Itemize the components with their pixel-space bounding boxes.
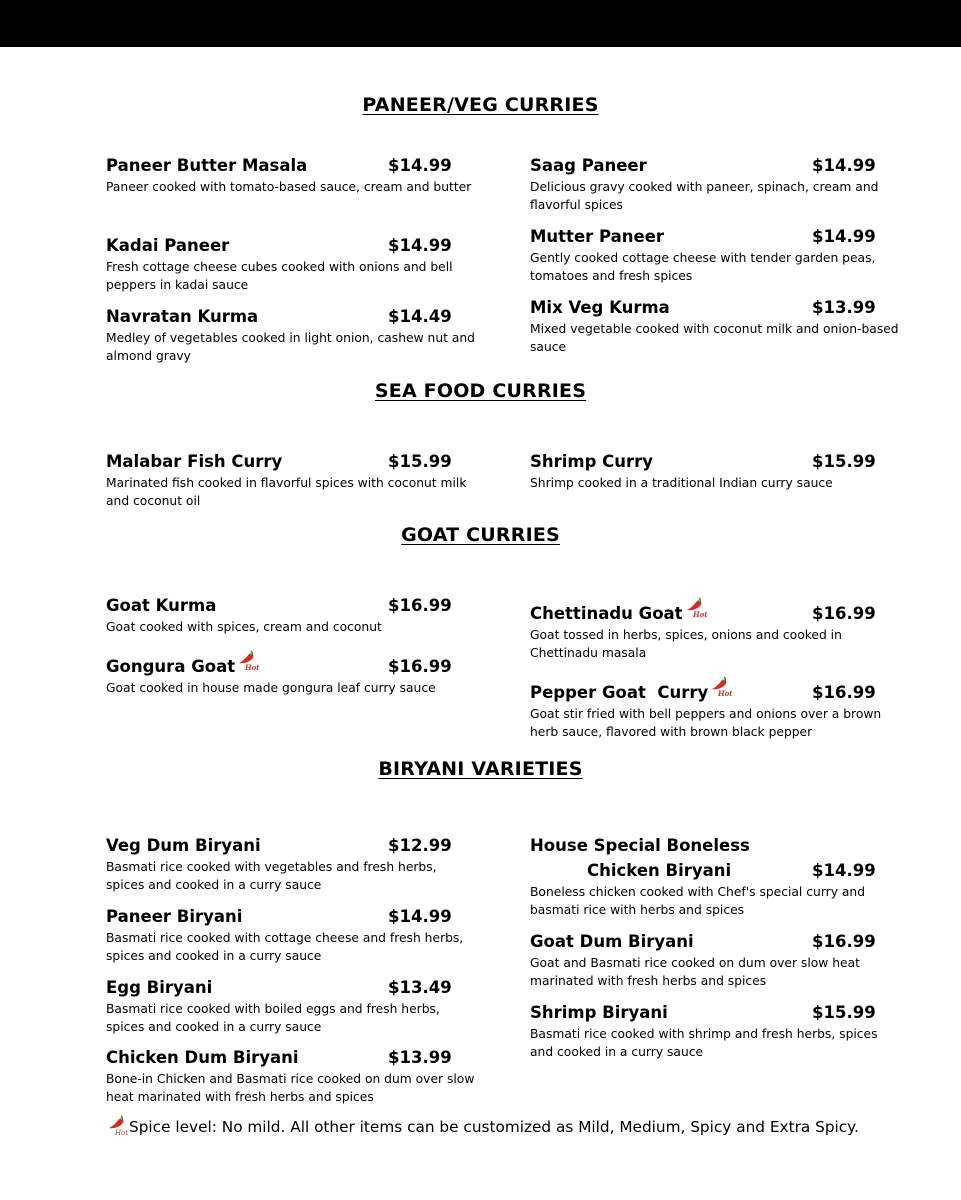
top-black-bar (0, 0, 961, 47)
item-price: $14.99 (812, 156, 876, 175)
menu-item (106, 452, 476, 510)
item-name: Paneer Biryani (106, 907, 243, 926)
spice-level-note (106, 1118, 906, 1136)
svg-text:Hot: Hot (692, 610, 708, 619)
hot-chili-icon (709, 675, 731, 697)
item-price: $14.99 (388, 907, 452, 926)
item-price: $14.99 (812, 227, 876, 246)
item-price: $13.49 (388, 978, 452, 997)
item-price: $16.99 (388, 657, 452, 676)
menu-item (530, 604, 900, 662)
item-name-with-hot (106, 657, 258, 676)
menu-item (106, 596, 476, 636)
item-name-with-hot (530, 683, 731, 702)
menu-item (106, 156, 476, 196)
item-price: $14.99 (388, 156, 452, 175)
item-name: Mix Veg Kurma (530, 298, 670, 317)
item-name: Saag Paneer (530, 156, 647, 175)
item-name: Egg Biryani (106, 978, 213, 997)
item-name: Shrimp Biryani (530, 1003, 668, 1022)
menu-item (530, 298, 900, 356)
item-name: Navratan Kurma (106, 307, 259, 326)
menu-item (106, 978, 476, 1036)
section-title-seafood-curries: SEA FOOD CURRIES (374, 380, 587, 402)
item-name-line1: House Special Boneless (530, 836, 750, 855)
item-description: Basmati rice cooked with boiled eggs and fresh herbs, spices and cooked in a curry sauce (106, 1002, 440, 1034)
item-name-with-hot (530, 604, 706, 623)
item-name: Chicken Dum Biryani (106, 1048, 299, 1067)
section-title-goat-curries: GOAT CURRIES (401, 524, 560, 546)
item-name: Goat Kurma (106, 596, 217, 615)
menu-item (530, 932, 900, 990)
item-description: Goat cooked in house made gongura leaf curry sauce (106, 681, 436, 695)
item-description: Gently cooked cottage cheese with tender garden peas, tomatoes and fresh spices (530, 251, 876, 283)
menu-item (106, 236, 476, 294)
item-price: $14.99 (812, 861, 876, 880)
menu-item (530, 836, 900, 919)
menu-item (106, 907, 476, 965)
item-description: Delicious gravy cooked with paneer, spinach, cream and flavorful spices (530, 180, 879, 212)
item-price: $15.99 (812, 452, 876, 471)
item-description: Fresh cottage cheese cubes cooked with onions and bell peppers in kadai sauce (106, 260, 453, 292)
item-name: Malabar Fish Curry (106, 452, 283, 471)
spice-level-text: Spice level: No mild. All other items can be customized as Mild, Medium, Spicy and Extra Spicy. (129, 1118, 859, 1136)
item-description: Goat stir fried with bell peppers and onions over a brown herb sauce, flavored with brown black pepper (530, 707, 882, 739)
item-description: Mixed vegetable cooked with coconut milk and onion-based sauce (530, 322, 899, 354)
item-name: Pepper Goat Curry (530, 683, 709, 702)
section-title-veg-curries: PANEER/VEG CURRIES (362, 94, 599, 116)
item-description: Basmati rice cooked with cottage cheese and fresh herbs, spices and cooked in a curry sauce (106, 931, 464, 963)
menu-item (106, 657, 476, 697)
item-description: Boneless chicken cooked with Chef's special curry and basmati rice with herbs and spices (530, 885, 866, 917)
item-price: $14.49 (388, 307, 452, 326)
item-price: $15.99 (388, 452, 452, 471)
item-name: Shrimp Curry (530, 452, 654, 471)
hot-chili-icon (684, 596, 706, 618)
item-description: Basmati rice cooked with vegetables and fresh herbs, spices and cooked in a curry sauce (106, 860, 437, 892)
hot-chili-icon (106, 1114, 128, 1136)
item-description: Goat tossed in herbs, spices, onions and cooked in Chettinadu masala (530, 628, 842, 660)
item-price: $14.99 (388, 236, 452, 255)
item-description: Goat and Basmati rice cooked on dum over slow heat marinated with fresh herbs and spices (530, 956, 860, 988)
menu-item (106, 307, 476, 365)
section-title-biryani-varieties: BIRYANI VARIETIES (378, 758, 583, 780)
item-name: Veg Dum Biryani (106, 836, 261, 855)
item-price: $12.99 (388, 836, 452, 855)
item-description: Shrimp cooked in a traditional Indian curry sauce (530, 476, 833, 490)
item-description: Paneer cooked with tomato-based sauce, cream and butter (106, 180, 472, 194)
item-name: Paneer Butter Masala (106, 156, 308, 175)
item-price: $13.99 (812, 298, 876, 317)
item-name: Gongura Goat (106, 657, 236, 676)
item-name: Chicken Biryani (587, 861, 732, 880)
item-price: $16.99 (388, 596, 452, 615)
menu-item (530, 1003, 900, 1061)
item-price: $15.99 (812, 1003, 876, 1022)
item-description: Medley of vegetables cooked in light onion, cashew nut and almond gravy (106, 331, 475, 363)
item-price: $16.99 (812, 932, 876, 951)
item-name: Goat Dum Biryani (530, 932, 694, 951)
item-price: $16.99 (812, 604, 876, 623)
item-name: Mutter Paneer (530, 227, 665, 246)
menu-item (106, 1048, 476, 1106)
menu-item (530, 156, 900, 214)
svg-text:Hot: Hot (245, 663, 260, 672)
item-description: Goat cooked with spices, cream and coconut (106, 620, 382, 634)
menu-item (530, 683, 900, 741)
item-description: Bone-in Chicken and Basmati rice cooked on dum over slow heat marinated with fresh herbs and spices (106, 1072, 475, 1104)
item-price: $16.99 (812, 683, 876, 702)
svg-text:Hot: Hot (718, 689, 733, 698)
item-description: Marinated fish cooked in flavorful spices with coconut milk and coconut oil (106, 476, 467, 508)
svg-text:Hot: Hot (115, 1129, 129, 1137)
menu-item (530, 227, 900, 285)
hot-chili-icon (236, 649, 258, 671)
menu-item (530, 452, 900, 492)
item-name: Chettinadu Goat (530, 604, 683, 623)
item-description: Basmati rice cooked with shrimp and fresh herbs, spices and cooked in a curry sauce (530, 1027, 878, 1059)
menu-item (106, 836, 476, 894)
item-price: $13.99 (388, 1048, 452, 1067)
item-name: Kadai Paneer (106, 236, 230, 255)
